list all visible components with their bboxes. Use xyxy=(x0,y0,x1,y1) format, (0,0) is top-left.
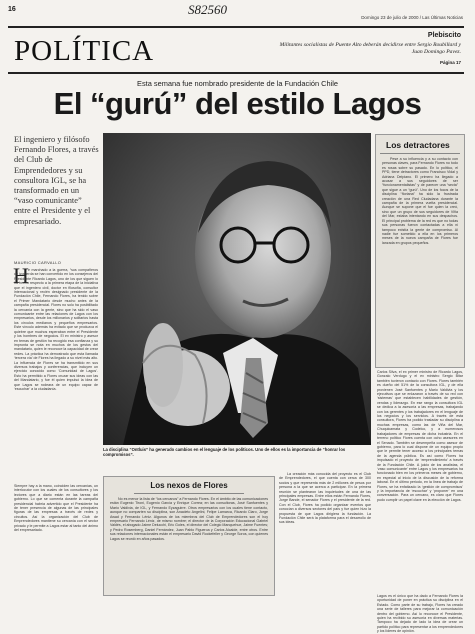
flores-photo xyxy=(103,133,371,445)
dropcap: H xyxy=(13,263,29,288)
body-column-middle-lower: La creación más conocida del proyecto es el Club de Emprendedores, el que cuenta con cerca de 300 socios y que representa más de 2 millones de pesos por persona a la que se acerca a participar. En la primera reunión se plantearon las inquietudes de una de las principales empresas. Entre ellos están Fernando Flores, Jorge Bande, el senador Flores y el presidente de la red. Con el Club, Flores ha podido organizar eventos que conocían a diversos sectores del país y fue quien hizo la propuesta de que Lagos dirigiera la fundación. La Fundación Chile será la plataforma para el desarrollo de sus ideas. xyxy=(279,472,371,525)
sidebar-nexos-title: Los nexos de Flores xyxy=(134,477,244,494)
page-ref: Página 17 xyxy=(439,60,461,65)
header-rule-top xyxy=(8,26,464,28)
body-column-right-lower: Lagos es el único que ha dado a Fernando Flores la oportunidad de poner en práctica su disciplina en el Estado. Como parte de su trabajo, Flores ha creado una serie de talleres para mejorar la comunicación dentro del gobierno. Así lo reconoce el Presidente, quien ha recibido su asesoría en diversas materias. Tampoco ha dejado de lado la idea de crear un partido político para representar a los emprendedores y los líderes de opinión. xyxy=(377,594,463,634)
sidebar-detractores xyxy=(375,134,465,368)
sidebar-nexos xyxy=(103,476,275,596)
body-column-1b: Siempre hay a la mano, coinciden las cercanías, un interlocutor con los cuales de los consultores y los lectores que a diario están en las tareas del gobierno. Lo que se comenta durante la campaña presidencial habría advertido que el Presidente ha de tener presencia de algunas de las principales figuras de las empresas a través de redes y circuitos. Así la organización del Club de Emprendedores mantiene su cercanía con el sector privado y le permite a Lagos estar al tanto del ánimo del empresariado. xyxy=(14,484,98,533)
body-column-right: Carlos Silva, el ex primer ministro de Ricardo Lagos, Gonzalo Verdugo y el ex ministro Sergio Bitar también tuvieron contacto con Flores. Flores también es dueño del 51% de la consultora IGL, y de ella provienen José Sanfuentes y Mario Valdivia y los ejecutivos que se enlazaron a través de su red con ‘sistemas’ que establecen habilidades de gestión, vendas y liderazgo. En ese rango la consultora IGL se dedica a la asesoría a las empresas, trabajando con los gerentes y los trabajadores en el lenguaje de los negocios y los servicios. A través de esta consultora, Flores ha podido trasladar su disciplina a muchas empresas, como las de Viña del Mar, Chuquicamata y Codelco, y a numerosos trabajadores de empresas de dicha industria. En el terreno político Flores cuenta con ocho asesores en el Senado. También se desempeña como asesor de gobierno, para lo cual dispone de un equipo propio que le permite tener acceso a los principales temas de la agenda pública. Es así como Flores ha impulsado el proyecto de ‘emprendimiento’ a través de la Fundación Chile. A juicio de los analistas, el ‘vaso comunicante’ entre Lagos y los empresarios ha funcionado bien en los primeros meses de gobierno, en especial al inicio de la discusión de la reforma laboral. En el último periodo, en la línea de trabajo de Flores, se ha enfatizado la ‘gestión de compromisos’ y la importancia de ‘escuchar’ y ‘proponer’ en una conversación. Para un cercano, es claro que Flores pudo cumplir un papel clave en la elección de Lagos. xyxy=(377,370,463,502)
portrait-illustration xyxy=(103,133,371,445)
sidebar-detractores-title: Los detractores xyxy=(380,135,460,154)
article-headline: El “gurú” del estilo Lagos xyxy=(53,86,422,121)
sidebar-nexos-text: No es menor la lista de “los cercanos” a Fernando Flores. En el ámbito de las comunicaciones están Eugenio Tironi, Eugenio García y Enrique Correa; en las consultoras, José Sanfuentes y Mario Valdivia, de IGL, y Fernando Eyzaguirre. Otros empresarios con los cuales tiene contacto, aunque no comparten su disciplina, son Anacleto Angelini, Felipe Lamarca, Ricardo Claro, Jorge Awad y Fernando Léniz. Algunos de los miembros del Club de Emprendedores son el hoy empresario Fernando Léniz, de mismo nombre; el director de la Corporación Educacional Gabriel Valdés, el abogado Jaime Delucchi, Eric Goles, el director del Colegio Manquehue, Jaime Fuentes; y Pedro Rosemberg, Daniel Fernández, Juan Pablo Figueroa y Carlos Alcaide, entre otros. Entre sus relaciones internacionales están el empresario David Rockefeller y George Soros, con quienes Lagos se reunió en años pasados. xyxy=(110,497,269,541)
sidebar-detractores-text: Pese a su influencia y a su contacto con personas claves, para Fernando Flores no todo es rosas sobre su pasado. En lo político, el PPD, tiene detractores como Francisco Vidal y Adriana Delpiano. El primero ha llegado a acusar a sus seguidores de ser “funcionamentalistas” y de parecer una “secta” que sigue a un “gurú”. Uno de los focos de la disciplina “floriana” ha sido la frustrada creación de una Red Ciudadana durante la campaña de la primera vuelta presidencial. Aunque se supone que el fue quien la creó, sino que un grupo de sus seguidores de Viña del Mar, estaba intentando en sus despachos. El principal problema de la red es que no todas sus personas fueron contactadas a ella ni tampoco existía la gente de compromiso. Al nadie fue sometido a ella en los primeros meses de la nueva campaña de Flores fue lanzada en grupos pequeños. xyxy=(382,157,458,245)
section-title: POLÍTICA xyxy=(14,35,155,67)
date-line: Domingo 23 de julio de 2000 / Las Últimas Noticias xyxy=(361,15,463,20)
article-lead: El ingeniero y filósofo Fernando Flores, a través del Club de Emprendedores y su consultora IGL, se ha transformado en un “vaso comunicante” entre el Presidente y el empresariado. xyxy=(14,135,99,226)
plebiscito-title: Plebiscito xyxy=(427,32,461,39)
article-kicker: Esta semana fue nombrado presidente de la Fundación Chile xyxy=(137,79,338,88)
body-column-1: e marchado a la guerra, “sus compañeros de izquierda se han convertido en los consejeros del Presidente Ricardo Lagos, uno de los que siguen lo ha hecho respecto a la primera etapa de la iniciativa que el ingeniero civil, doctor en filosofía, consultor internacional y recién designado presidente de la Fundación Chile, Fernando Flores, ha tenido sobre el Primer Mandatario desde mucho antes de la campaña presidencial. Flores no solo ha posibilitado la cercanía con la gente, sino que ha sido el vaso comunicante entre las relaciones de Lagos con los empresarios, desde los millonarios y solitarios hasta los círculos medianos y pequeños empresarios. Este vínculo además ha evitado que se produzca el quiebre que muchos esperaban entre el Presidente y los hombres de negocios. El ex ministro y asesor en temas de gestión ha recogido esa confianza y su impronta se nota en muchos de los gestos del mandatario, quien le reconoce la capacidad de crear redes. La práctica ha demostrado que esta llamada ‘tercera vía’ de Flores ha llegado a su nivel más alto. La influencia de Flores se ha transmitido en sus diversos trabajos y conferencias, que incluyen un ejercicio conocido como ‘Comunidad de Lagos’. Esto ha permitido a Flores cruzar sus ideas con las del Mandatario, y fue él quien impulsó la idea de que Lagos se rodeara de un equipo capaz de ‘escuchar’ a la ciudadanía. xyxy=(14,268,98,391)
header-rule-bottom xyxy=(8,72,464,74)
plebiscito-text: Militantes socialistas de Puente Alto deberán decidirse entre Sergio Roubillard y Juan Domingo Pavez. xyxy=(279,42,461,55)
photo-caption: La disciplina “Ontluis” ha generado cambios en el lenguaje de los políticos. Uno de ellos es la importancia de “honrar los compromisos”. xyxy=(103,447,346,457)
page-number: 16 xyxy=(8,6,16,13)
article-byline: MAURICIO CARVALLO xyxy=(14,260,62,265)
handwritten-code: S82560 xyxy=(188,2,227,17)
